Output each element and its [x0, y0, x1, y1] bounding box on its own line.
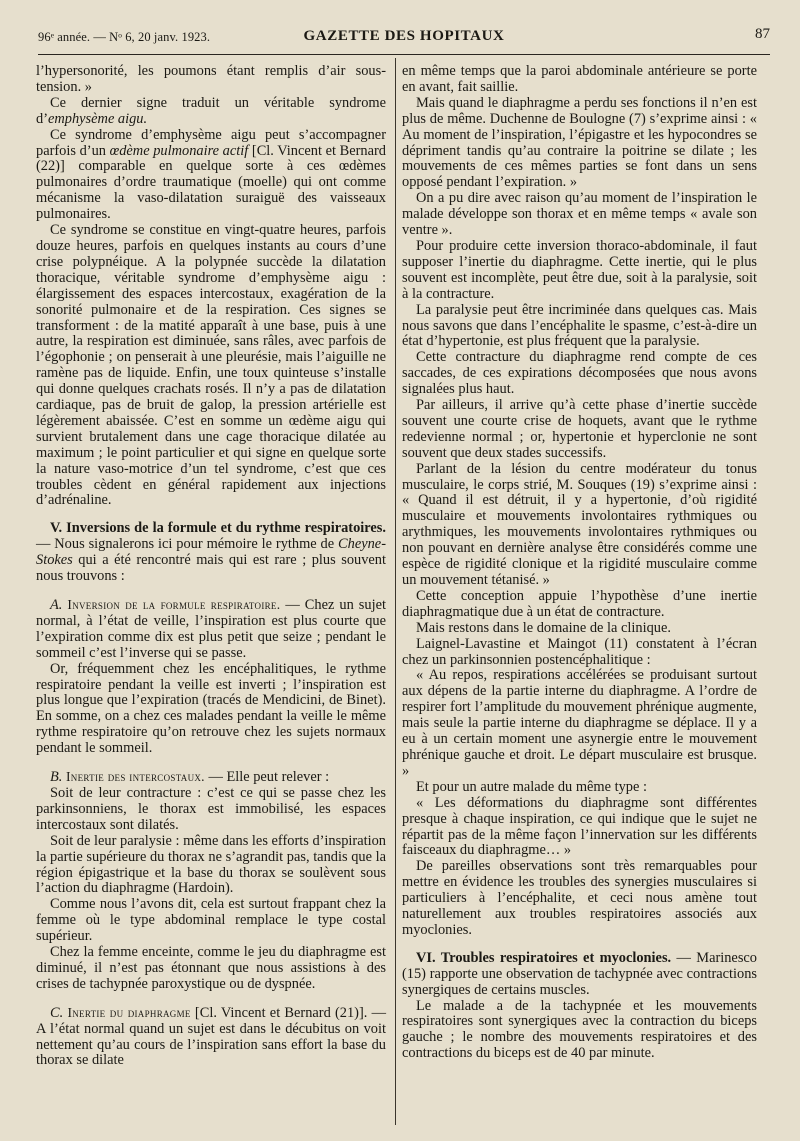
text-run: [Cl. Vincent et Bernard (22)] comparable en quelque sorte à ces œdèmes pulmonaires d’ordre traumatique (moelle) qui ont comme mécanisme la vaso-dilatation suraiguë des vaisseaux pulmonaires.	[36, 142, 386, 223]
text-run: Ce dernier signe traduit un véritable syndrome d’	[36, 94, 386, 127]
paragraph: Mais quand le diaphragme a perdu ses fonctions il n’en est plus de même. Duchenne de Boulogne (7) s’exprime ainsi : « Au moment de l’inspiration, l’épigastre et les hypocondres se dépriment tandis qu’au contraire la poitrine se dilate ; les mouvements de ces mêmes parties se font dans un sens opposé pendant l’expiration. »	[402, 94, 757, 191]
text-run: Ce syndrome d’emphysème aigu peut s’accompagner parfois d’un	[36, 126, 386, 159]
paragraph: Laignel-Lavastine et Maingot (11) constatent à l’écran chez un parkinsonnien postencéphalitique :	[402, 635, 757, 668]
paragraph: Or, fréquemment chez les encéphalitiques, le rythme respiratoire pendant la veille est inverti ; l’inspiration est plus longue que l’expiration (tracés de Mendicini, de Binet). En somme, on a chez ces malades pendant la veille le même rythme respiratoire qu’on retrouve chez les sujets normaux pendant le sommeil.	[36, 660, 386, 757]
text-run: qui a été rencontré mais qui est rare ; plus souvent nous trouvons :	[36, 552, 386, 585]
page-header	[38, 24, 770, 50]
issue-info: 96ᵉ année. — Nᵒ 6, 20 janv. 1923.	[38, 30, 211, 44]
subsection-a-paragraph	[36, 597, 386, 662]
paragraph: l’hypersonorité, les poumons étant remplis d’air sous-tension. »	[36, 63, 386, 95]
section-vi-paragraph	[402, 951, 757, 999]
paragraph: Soit de leur paralysie : même dans les efforts d’inspiration la partie supérieure du thorax ne s’agrandit pas, tandis que la région épigastrique et la base du thorax se soulèvent sous l’action du diaphragme (Hardoin).	[36, 832, 386, 897]
quotation: « Les déformations du diaphragme sont différentes presque à chaque inspiration, ce qui indique que le sujet ne répartit pas de la même façon l’innervation sur les différents faisceaux du diaphragme… »	[402, 794, 757, 859]
paragraph: Le malade a de la tachypnée et les mouvements respiratoires sont synergiques avec la contraction du biceps gauche ; le nombre des mouvements respiratoires et des contractions du biceps est de 40 par minute.	[402, 997, 757, 1062]
journal-title: GAZETTE DES HOPITAUX	[303, 28, 505, 44]
paragraph: Cette contracture du diaphragme rend compte de ces saccades, de ces expirations décomposées que nous avons signalées plus haut.	[402, 349, 757, 398]
text-run: [Cl. Vincent et Bernard (21)]. — A l’état normal quand un sujet est dans le décubitus on voit nettement qu’au cours de l’inspiration sans effort la base du thorax se dilate	[36, 1004, 386, 1069]
section-heading: VI. Troubles respiratoires et myoclonies.	[416, 949, 672, 966]
paragraph: Chez la femme enceinte, comme le jeu du diaphragme est diminué, il n’est pas étonnant que nous assistions à des crises de tachypnée paroxystique ou de dyspnée.	[36, 944, 386, 992]
subsection-letter: A.	[50, 597, 63, 613]
paragraph: Pour produire cette inversion thoraco-abdominale, il faut supposer l’inertie du diaphragme. Cette inertie, qui le plus souvent est incomplète, peut être due, soit à la paralysie, soit à la contracture.	[402, 237, 757, 302]
subsection-heading: Inversion de la formule respiratoire.	[67, 597, 281, 612]
text-run: — Chez un sujet normal, à l’état de veille, l’inspiration est plus courte que l’expiration comme dix est plus petit que seize ; pendant le sommeil c’est l’inverse qui se passe.	[36, 597, 386, 661]
emphasis: emphysème aigu.	[48, 110, 148, 127]
emphasis: Cheyne-Stokes	[36, 536, 386, 569]
text-run: — Marinesco (15) rapporte une observation de tachypnée avec contractions synergiques de certains muscles.	[402, 949, 758, 998]
paragraph: Ce syndrome se constitue en vingt-quatre heures, parfois douze heures, parfois en quelques instants au cours d’une crise polypnéique. A la polypnée succède la dilatation thoracique, véritable syndrome d’emphysème aigu : élargissement des espaces intercostaux, exagération de la sonorité pulmonaire et de la respiration. Ces signes se transforment : de la matité apparaît à une base, puis à une autre, la respiration est diminuée, sans râles, avec parfois de l’égophonie ; on penserait à une pleurésie, mais l’aiguille ne ramène pas de liquide. Enfin, une toux quinteuse s’installe qui donne quelques crachats rosés. Il n’y a pas de dilatation cardiaque, pas de bruit de galop, la pression artérielle est légèrement abaissée. C’est en somme un œdème aigu qui survient brutalement dans une cage thoracique dilatée au maximum ; le point particulier et qui signe en quelque sorte la nature vaso-motrice d’un tel syndrome, c’est que ces troubles cèdent en général rapidement aux injections d’adrénaline.	[36, 222, 386, 509]
paragraph: Et pour un autre malade du même type :	[416, 778, 647, 795]
text-run: — Nous signalerons ici pour mémoire le rythme de	[36, 536, 339, 553]
page-number: 87	[755, 26, 770, 42]
paragraph: Cette conception appuie l’hypothèse d’une inertie diaphragmatique due à un état de contracture.	[402, 587, 757, 620]
subsection-letter: B.	[50, 769, 63, 786]
emphasis: œdème pulmonaire actif	[109, 142, 249, 159]
paragraph: De pareilles observations sont très remarquables pour mettre en évidence les troubles des synergies musculaires si particuliers à l’encéphalite, et ceci nous amène tout naturellement aux troubles respiratoires associés aux myoclonies.	[402, 858, 757, 938]
section-v-paragraph	[36, 521, 386, 585]
subsection-heading: Inertie du diaphragme	[67, 1004, 191, 1020]
paragraph: Par ailleurs, il arrive qu’à cette phase d’inertie succède souvent une courte crise de hoquets, avant que le rythme redevienne normal ; or, hypertonie et hyperclonie ne sont souvent que deux stades successifs.	[402, 397, 757, 461]
subsection-heading: Inertie des intercostaux.	[66, 769, 205, 785]
paragraph: On a pu dire avec raison qu’au moment de l’inspiration le malade développe son thorax et en même temps « avale son ventre ».	[402, 190, 757, 239]
paragraph: en même temps que la paroi abdominale antérieure se porte en avant, fait saillie.	[402, 63, 757, 95]
right-column	[402, 64, 757, 1062]
left-column	[36, 64, 386, 1069]
header-divider	[38, 54, 770, 55]
subsection-c-paragraph	[36, 1005, 386, 1070]
section-heading: V. Inversions de la formule et du rythme respiratoires.	[50, 520, 386, 537]
quotation: « Au repos, respirations accélérées se produisant surtout aux dépens de la partie interne du diaphragme. A l’ordre de respirer fort l’amplitude du mouvement phrénique augmente, mais seule la partie interne du diaphragme se déplace. Il y a eu à un certain moment une asynergie entre le mouvement phrénique gauche et droit. Le départ musculaire est brusque. »	[402, 667, 757, 779]
subsection-letter: C.	[50, 1004, 64, 1021]
column-divider	[395, 58, 396, 1125]
paragraph: Mais restons dans le domaine de la clinique.	[416, 619, 671, 636]
paragraph	[36, 128, 386, 223]
paragraph: Parlant de la lésion du centre modérateur du tonus musculaire, le corps strié, M. Souques (19) s’exprime ainsi : « Quand il est détruit, il y a hypertonie, d’où rigidité musculaire et mouvements involontaires rythmiques ou arythmiques, les mouvements involontaires rythmiques ou non pouvant en dernière analyse être considérés comme une espèce de rigidité clonique et la rigidité musculaire comme un mouvement tétanisé. »	[402, 460, 757, 588]
paragraph: Comme nous l’avons dit, cela est surtout frappant chez la femme où le type abdominal remplace le type costal supérieur.	[36, 896, 386, 945]
paragraph: La paralysie peut être incriminée dans quelques cas. Mais nous savons que dans l’encéphalite le spasme, c’est-à-dire un état d’hypertonie, est plus fréquent que la paralysie.	[402, 301, 757, 350]
paragraph	[36, 96, 386, 128]
paragraph: Soit de leur contracture : c’est ce qui se passe chez les parkinsonniens, le thorax est immobilisé, les espaces intercostaux sont dilatés.	[36, 784, 386, 833]
subsection-b-paragraph	[36, 769, 386, 786]
text-run: — Elle peut relever :	[204, 769, 330, 786]
